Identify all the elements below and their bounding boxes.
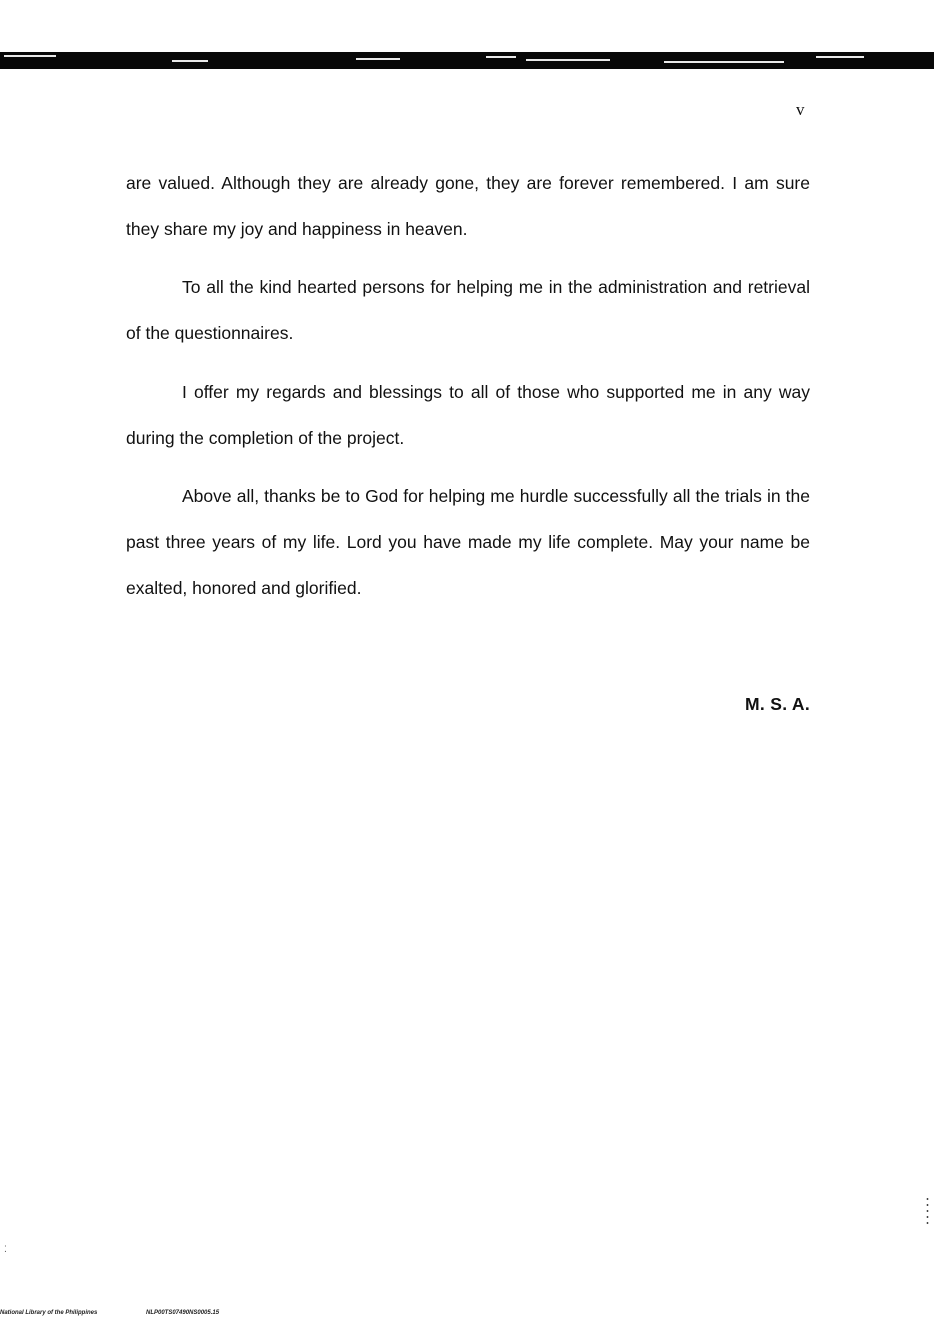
library-footer: National Library of the Philippines	[0, 1310, 98, 1316]
page-number: v	[796, 100, 805, 119]
paragraph-continued: are valued. Although they are already gone, they are forever remembered. I am sure they share my joy and happiness in heaven.	[126, 173, 810, 239]
paragraph-regards: I offer my regards and blessings to all of those who supported me in any way during the completion of the project.	[126, 382, 810, 448]
scan-border-bar	[0, 52, 934, 69]
document-code: NLP00TS07490NS0005.15	[146, 1310, 220, 1316]
scan-speckles	[926, 1196, 929, 1226]
scan-mark: ⁚	[4, 1244, 7, 1254]
author-initials: M. S. A.	[745, 694, 810, 714]
paragraph-thanks-helpers: To all the kind hearted persons for helping me in the administration and retrieval of the questionnaires.	[126, 277, 810, 343]
paragraph-thanks-god: Above all, thanks be to God for helping me hurdle successfully all the trials in the past three years of my life. Lord you have made my life complete. May your name be exalted, honored and glorified.	[126, 486, 810, 598]
